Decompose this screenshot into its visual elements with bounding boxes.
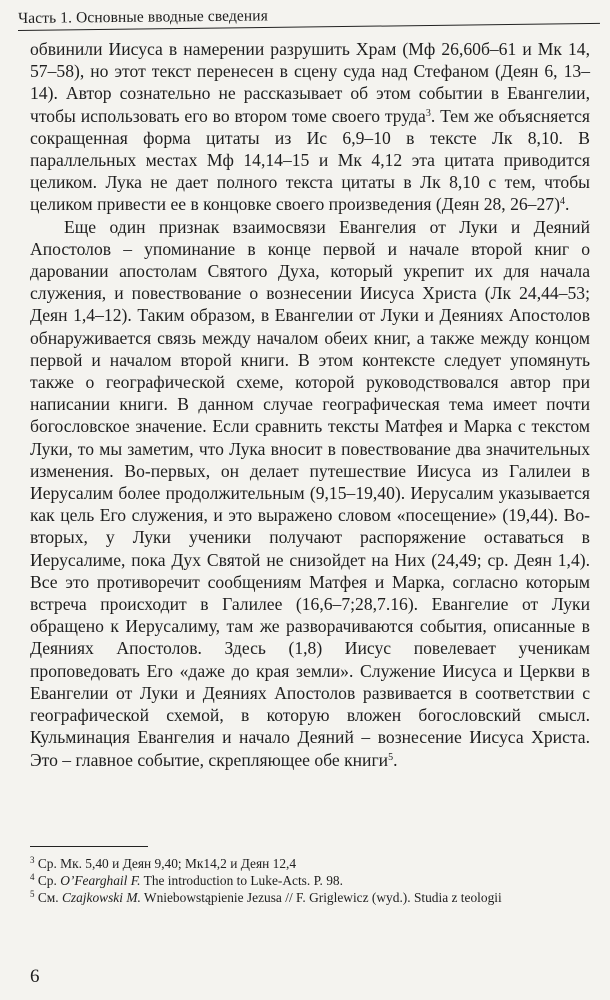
- footnote-number: 5: [30, 889, 35, 900]
- paragraph-1: [30, 38, 590, 216]
- footnote-3: [30, 855, 598, 872]
- footnotes: [30, 855, 598, 907]
- paragraph-2-text-b: .: [393, 749, 398, 770]
- footnote-text: Ср. Мк. 5,40 и Деян 9,40; Мк14,2 и Деян 12,4: [37, 856, 297, 871]
- running-header: Часть 1. Основные вводные сведения: [18, 7, 268, 27]
- main-text: [30, 38, 590, 771]
- footnote-ref-3: 3: [425, 107, 431, 119]
- footnote-ref-4: 4: [559, 196, 565, 208]
- paragraph-2: [30, 216, 590, 771]
- paragraph-2-text-a: Еще один признак взаимосвязи Евангелия от Луки и Деяний Апостолов – упоминание в конце первой и начале второй книг о даровании апостолам Святого Духа, который укрепит их для начала служения, и повествование о вознесении Иисуса Христа (Лк 24,44–53; Деян 1,4–12). Таким образом, в Евангелии от Луки и Деяниях Апостолов обнаруживается связь между началом обеих книг, а также между концом первой и началом второй книги. В этом контексте следует упомянуть также о географической схеме, которой руководствовался автор при написании книги. В данном случае географическая тема имеет почти богословское значение. Если сравнить тексты Матфея и Марка с текстом Луки, то мы заметим, что Лука вносит в повествование два значительных изменения. Во-первых, он делает путешествие Иисуса из Галилеи в Иерусалим более продолжительным (9,15–19,40). Иерусалим указывается как цель Его служения, и это выражено словом «посещение» (19,44). Во-вторых, у Луки ученики получают распоряжение оставаться в Иерусалиме, пока Дух Святой не снизойдет на Них (24,49; ср. Деян 1,4). Все это противоречит сообщениям Матфея и Марка, согласно которым встреча происходит в Галилее (16,6–7;28,7.16). Евангелие от Луки обращено к Иерусалиму, там же разворачиваются события, описанные в Деяниях Апостолов. Здесь (1,8) Иисус повелевает ученикам проповедовать Его «даже до края земли». Служение Иисуса и Церкви в Евангелии от Луки и Деяниях Апостолов развивается в соответствии с географической схемой, в которую вложен богословский смысл. Кульминация Евангелия и начало Деяний – вознесение Иисуса Христа. Это – главное событие, скрепляющее обе книги: [30, 216, 590, 770]
- footnote-title: The introduction to Luke-Acts. P. 98.: [140, 873, 343, 889]
- footnote-4: [30, 872, 598, 889]
- paragraph-1-text-a: обвинили Иисуса в намерении разрушить Храм (Мф 26,60б–61 и Мк 14, 57–58), но этот текст перенесен в сцену суда над Стефаном (Деян 6, 13–14). Автор сознательно не рассказывает об этом событии в Евангелии, чтобы использовать его во втором томе своего труда: [30, 39, 590, 126]
- footnote-prefix: См.: [37, 890, 62, 906]
- footnote-author: Czajkowski M.: [61, 890, 141, 906]
- footnote-number: 4: [30, 872, 35, 883]
- footnote-5: [30, 889, 598, 906]
- footnote-rule: [30, 846, 148, 847]
- paragraph-1-text-b: . Тем же объясняется сокращенная форма цитаты из Ис 6,9–10 в тексте Лк 8,10. В параллельных местах Мф 14,14–15 и Мк 4,12 эта цитата приводится целиком. Лука не дает полного текста цитаты в Лк 8,10 с тем, чтобы целиком привести ее в концовке своего произведения (Деян 28, 26–27): [30, 105, 590, 215]
- footnote-author: O’Fearghail F.: [60, 873, 141, 889]
- paragraph-1-text-c: .: [564, 194, 570, 215]
- page-number: 6: [30, 966, 40, 987]
- footnote-ref-5: 5: [388, 751, 394, 763]
- footnote-title: Wniebowstąpienie Jezusa // F. Griglewicz (wyd.). Studia z teologii: [140, 890, 502, 906]
- footnote-prefix: Ср.: [37, 873, 61, 889]
- footnote-number: 3: [30, 855, 35, 865]
